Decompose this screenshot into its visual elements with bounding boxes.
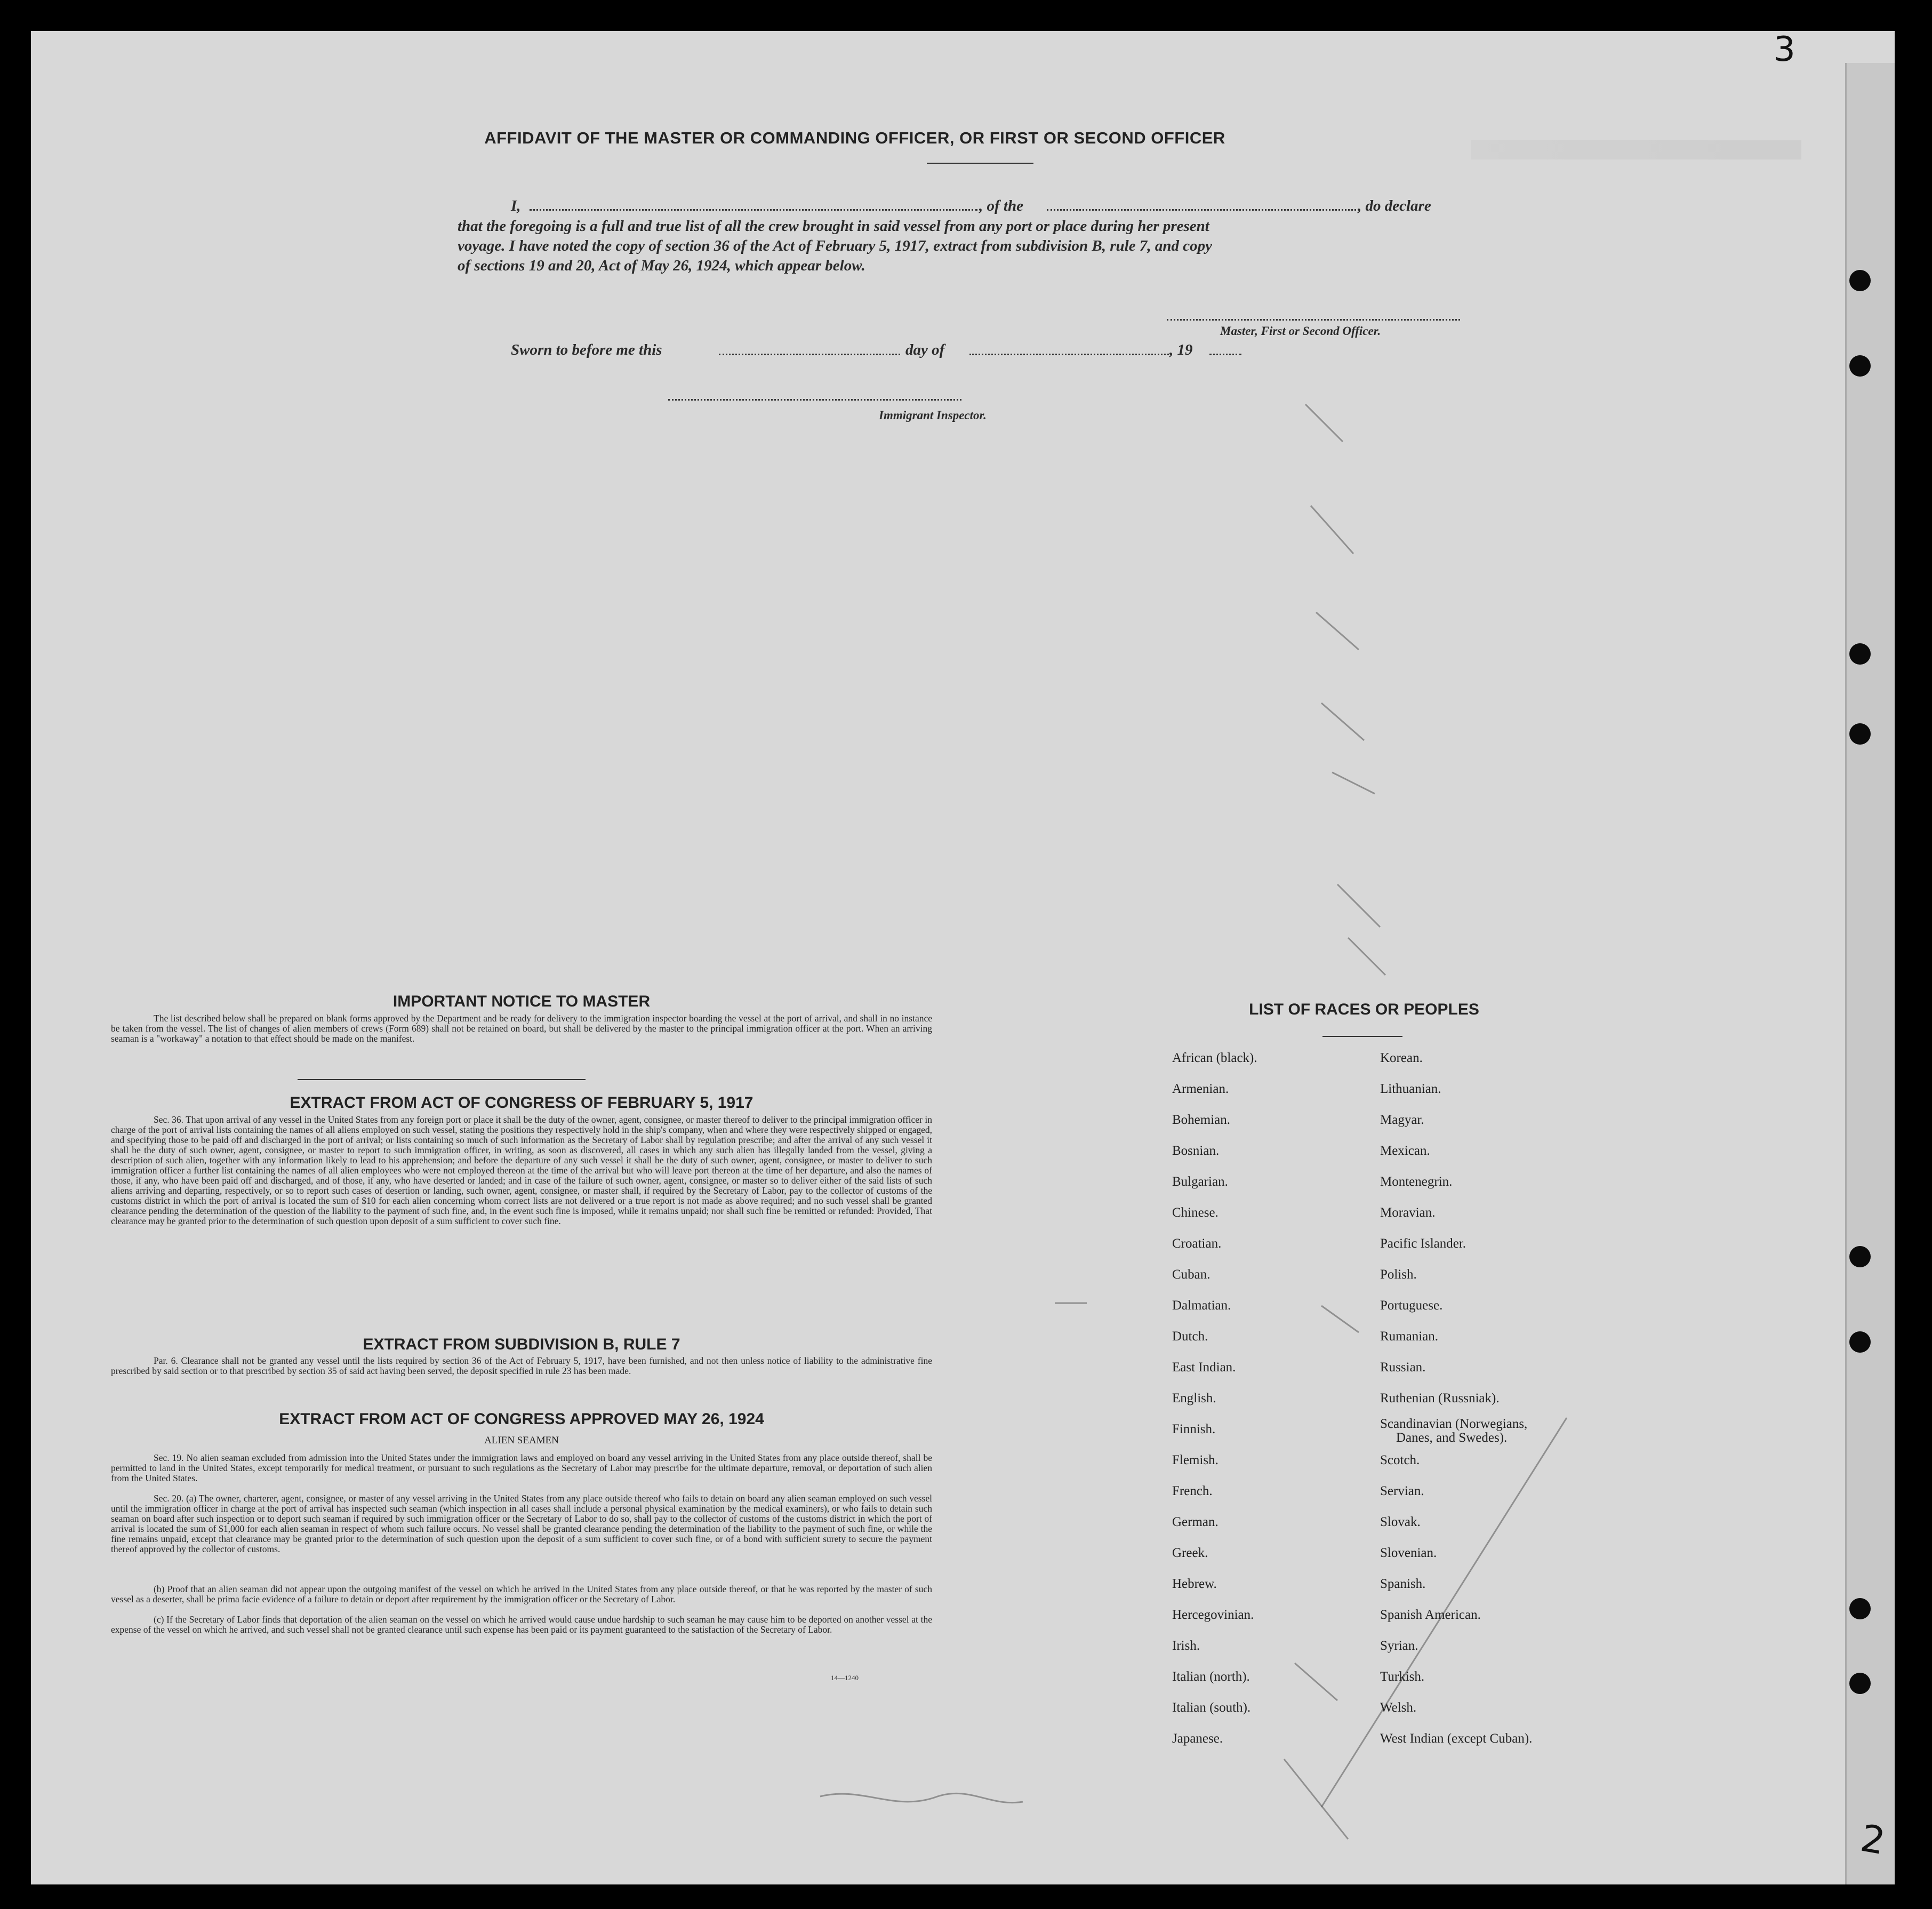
race-item: Scandinavian (Norwegians,: [1380, 1417, 1528, 1431]
race-item: Polish.: [1380, 1267, 1417, 1282]
affidavit-title: AFFIDAVIT OF THE MASTER OR COMMANDING OFFICER, OR FIRST OR SECOND OFFICER: [484, 129, 1225, 147]
race-item: Spanish.: [1380, 1577, 1426, 1591]
race-item: African (black).: [1172, 1051, 1257, 1065]
notice-text: The list described below shall be prepared on blank forms approved by the Department and be ready for delivery to the immigration inspector boarding the vessel at the port of arrival, and shall in no instance be taken from the vessel. The list of changes of alien members of crews (Form 689) shall not be retained on board, but shall be delivered by the master to the principal immigration officer at the port. When an arriving seaman is a "workaway" a notation to that effect should be made on the manifest.: [111, 1013, 932, 1044]
extract-1917-text: Sec. 36. That upon arrival of any vessel in the United States from any foreign port or place it shall be the duty of the owner, agent, consignee, or master thereof to deliver to the principal immigration officer in charge of the port of arrival lists containing the names of all aliens employed on such vessel, stating the positions they respectively hold in the ship's company, when and where they were respectively shipped or engaged, and specifying those to be paid off and discharged in the port of arrival; or lists containing so much of such information as the Secretary of Labor shall by regulation prescribe; and after the arrival of any such vessel it shall be the duty of such owner, agent, consignee, or master to report to such immigration officer, in writing, as soon as discovered, all cases in which any such alien has illegally landed from the vessel, giving a description of such alien, together with any information likely to lead to his apprehension; and before the departure of any such vessel it shall be the duty of such owner, agent, consignee, or master to deliver to such immigration officer a further list containing the names of all alien employees who were not employed thereon at the time of the arrival but who will leave port thereon at the time of her departure, and also the names of those, if any, who have been paid off and discharged, and of those, if any, who have deserted or landed; and in case of the failure of such owner, agent, consignee, or master so to deliver either of the said lists of such aliens arriving and departing, respectively, or so to report such cases of desertion or landing, such owner, agent, consignee, or master shall, if required by the Secretary of Labor, pay to the collector of customs of the customs district in which the port of arrival is located the sum of $10 for each alien concerning whom correct lists are not delivered or a true report is not made as above required; and no such vessel shall be granted clearance pending the determination of the question of the liability to the payment of such fine, and, in the event such fine is imposed, while it remains unpaid; nor shall such fine be remitted or refunded: Provided, That clearance may be granted prior to the determination of such question upon deposit of a sum sufficient to cover such fine.: [111, 1114, 932, 1226]
race-item: Danes, and Swedes).: [1396, 1431, 1508, 1445]
race-item: Turkish.: [1380, 1670, 1425, 1684]
sworn-label: Sworn to before me this: [511, 341, 662, 358]
race-item: East Indian.: [1172, 1360, 1236, 1375]
inspector-label: Immigrant Inspector.: [879, 409, 987, 422]
race-item: Bohemian.: [1172, 1113, 1231, 1127]
extract-1917-title: EXTRACT FROM ACT OF CONGRESS OF FEBRUARY 5, 1917: [290, 1094, 753, 1112]
affidavit-line-2: that the foregoing is a full and true list of all the crew brought in said vessel from any port or place during her present: [458, 218, 1209, 235]
section-20a-text: Sec. 20. (a) The owner, charterer, agent, consignee, or master of any vessel arriving in the United States from any place outside thereof who fails to detain on board any alien seaman employed on such vessel until the immigration officer in charge at the port of arrival has inspected such seaman (which inspection in all cases shall include a personal physical examination by the medical examiners), or who fails to detain such seaman on board after such inspection or to deport such seaman if required by such immigration officer or the Secretary of Labor to do so, shall pay to the collector of customs of the customs district in which the port of arrival is located the sum of $1,000 for each alien seaman in respect of whom such failure occurs. No vessel shall be granted clearance pending the determination of the liability to the payment of such fine, or while the fine remains unpaid, except that clearance may be granted prior to the determination of such question upon the deposit of a sum sufficient to cover such fine, or of a bond with sufficient surety to secure the payment thereof approved by the collector of customs.: [111, 1493, 932, 1554]
race-item: Flemish.: [1172, 1453, 1218, 1467]
race-item: Armenian.: [1172, 1082, 1229, 1096]
race-item: Montenegrin.: [1380, 1175, 1453, 1189]
notice-title: IMPORTANT NOTICE TO MASTER: [392, 993, 651, 1010]
rule-7-text: Par. 6. Clearance shall not be granted any vessel until the lists required by section 36 of the Act of February 5, 1917, have been furnished, and not then unless notice of liability to the administrative fine prescribed by said section or to that prescribed by section 35 of said act having been served, the deposit specified in rule 23 has been made.: [111, 1355, 932, 1376]
day-of-label: day of: [905, 341, 945, 358]
race-item: Moravian.: [1380, 1205, 1436, 1220]
master-signature-line[interactable]: [1167, 319, 1460, 321]
race-item: Mexican.: [1380, 1144, 1430, 1158]
race-item: Bosnian.: [1172, 1144, 1220, 1158]
rule-7-title: EXTRACT FROM SUBDIVISION B, RULE 7: [363, 1336, 680, 1353]
notice-divider: [298, 1079, 586, 1080]
races-divider: [1322, 1036, 1402, 1037]
name-blank[interactable]: [530, 209, 977, 211]
race-item: Ruthenian (Russniak).: [1380, 1391, 1500, 1405]
races-title: LIST OF RACES OR PEOPLES: [1249, 1001, 1479, 1018]
inspector-signature-line[interactable]: [668, 399, 961, 401]
race-item: Pacific Islander.: [1380, 1236, 1466, 1251]
race-item: Russian.: [1380, 1360, 1426, 1375]
race-item: Cuban.: [1172, 1267, 1210, 1282]
sworn-day-blank[interactable]: [719, 354, 900, 355]
race-item: Welsh.: [1380, 1700, 1417, 1715]
race-item: Portuguese.: [1380, 1298, 1443, 1313]
affidavit-line-3: voyage. I have noted the copy of section 36 of the Act of February 5, 1917, extract from subdivision B, rule 7, and copy: [458, 237, 1212, 254]
section-20b-text: (b) Proof that an alien seaman did not appear upon the outgoing manifest of the vessel on which he arrived in the United States from any place outside thereof, or that he was reported by the master of such vessel as a deserter, shall be prima facie evidence of a failure to detain or deport after requirement by the immigration officer or the Secretary of Labor.: [111, 1584, 932, 1604]
race-item: Irish.: [1172, 1639, 1200, 1653]
race-item: German.: [1172, 1515, 1218, 1529]
year-blank[interactable]: [1209, 354, 1241, 355]
affidavit-i-label: I,: [511, 197, 521, 214]
race-item: Chinese.: [1172, 1205, 1218, 1220]
affidavit-of-the: , of the: [979, 197, 1023, 214]
race-item: Syrian.: [1380, 1639, 1418, 1653]
race-item: Greek.: [1172, 1546, 1208, 1560]
race-item: Hercegovinian.: [1172, 1608, 1254, 1622]
race-item: Magyar.: [1380, 1113, 1424, 1127]
race-item: Scotch.: [1380, 1453, 1420, 1467]
race-item: Italian (north).: [1172, 1670, 1250, 1684]
race-item: Hebrew.: [1172, 1577, 1217, 1591]
affidavit-do-declare: , do declare: [1358, 197, 1431, 214]
page-number-mark: 3: [1774, 31, 1795, 69]
race-item: Dalmatian.: [1172, 1298, 1231, 1313]
extract-1924-title: EXTRACT FROM ACT OF CONGRESS APPROVED MAY 26, 1924: [279, 1410, 764, 1428]
race-item: Spanish American.: [1380, 1608, 1481, 1622]
form-number: 14—1240: [831, 1674, 859, 1682]
race-item: Croatian.: [1172, 1236, 1222, 1251]
vessel-blank[interactable]: [1047, 209, 1356, 211]
race-item: Servian.: [1380, 1484, 1424, 1498]
pen-strokes: [31, 31, 1895, 1884]
race-item: Finnish.: [1172, 1422, 1216, 1436]
year-label: , 19: [1169, 341, 1193, 358]
document-page: [31, 31, 1895, 1884]
race-item: Korean.: [1380, 1051, 1423, 1065]
title-divider: [927, 163, 1033, 164]
race-item: Rumanian.: [1380, 1329, 1439, 1344]
race-item: Japanese.: [1172, 1731, 1223, 1746]
section-20c-text: (c) If the Secretary of Labor finds that deportation of the alien seaman on the vessel on which he arrived would cause undue hardship to such seaman he may cause him to be deported on another vessel at the expense of the vessel on which he arrived, and such vessel shall not be granted clearance until such expense has been paid or its payment guaranteed to the satisfaction of the Secretary of Labor.: [111, 1614, 932, 1635]
margin-pencil-mark: 2: [1857, 1816, 1889, 1864]
section-19-text: Sec. 19. No alien seaman excluded from admission into the United States under the immigration laws and employed on board any vessel arriving in the United States from any place outside thereof, shall be permitted to land in the United States, except temporarily for medical treatment, or pursuant to such regulations as the Secretary of Labor may prescribe for the ultimate departure, removal, or deportation of such alien from the United States.: [111, 1452, 932, 1483]
race-item: West Indian (except Cuban).: [1380, 1731, 1533, 1746]
race-item: Bulgarian.: [1172, 1175, 1228, 1189]
race-item: Slovenian.: [1380, 1546, 1437, 1560]
affidavit-line-4: of sections 19 and 20, Act of May 26, 1924, which appear below.: [458, 257, 865, 274]
race-item: English.: [1172, 1391, 1216, 1405]
race-item: Italian (south).: [1172, 1700, 1251, 1715]
race-item: Slovak.: [1380, 1515, 1421, 1529]
month-blank[interactable]: [969, 354, 1172, 355]
race-item: Dutch.: [1172, 1329, 1208, 1344]
race-item: Lithuanian.: [1380, 1082, 1441, 1096]
race-item: French.: [1172, 1484, 1213, 1498]
master-signature-label: Master, First or Second Officer.: [1220, 324, 1381, 338]
alien-seamen-subtitle: ALIEN SEAMEN: [484, 1435, 559, 1446]
